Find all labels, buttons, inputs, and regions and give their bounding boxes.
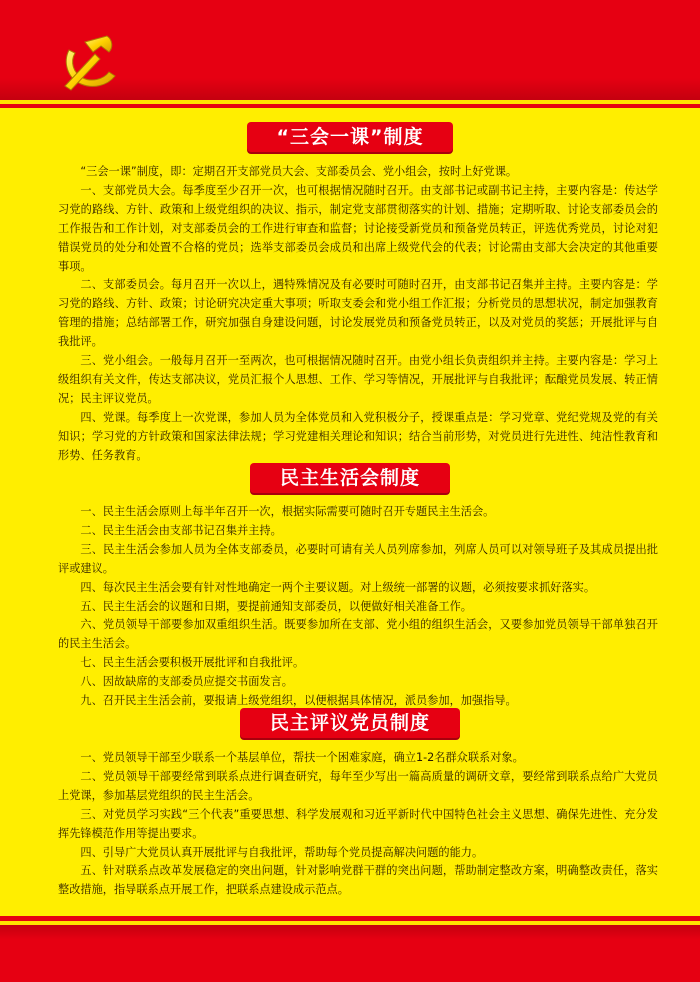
section-title-text: 民主生活会制度 (250, 463, 450, 493)
paragraph: 一、支部党员大会。每季度至少召开一次，也可根据情况随时召开。由支部书记或副书记主持，主要内容是：传达学习党的路线、方针、政策和上级党组织的决议、指示，制定党支部贯彻落实的计划、措施；定期听取、讨论支部委员会的工作报告和工作计划，对支部委员会的工作进行审查和监督；讨论接受新党员和预备党员转正，评选优秀党员，讨论对犯错误党员的处分和处置不合格的党员；选举支部委员会成员和出席上级党代会的代表；讨论需由支部大会决定的其他重要事项。 (58, 183, 658, 273)
paragraph: 九、召开民主生活会前，要报请上级党组织，以便根据具体情况，派员参加，加强指导。 (80, 694, 517, 708)
paragraph: 二、支部委员会。每月召开一次以上，遇特殊情况及有必要时可随时召开，由支部书记召集并主持。主要内容是：学习党的路线、方针、政策；讨论研究决定重大事项；听取支委会和党小组工作汇报；分析党员的思想状况，制定加强教育管理的措施；总结部署工作，研究加强自身建设问题，讨论发展党员和预备党员转正，以及对党员的奖惩；开展批评与自我批评。 (58, 278, 658, 349)
section-body-3 (58, 749, 658, 900)
section-body-2 (58, 503, 658, 711)
paragraph: 八、因故缺席的支部委员应提交书面发言。 (80, 675, 293, 689)
paragraph: “三会一课”制度，即：定期召开支部党员大会、支部委员会、党小组会，按时上好党课。 (80, 165, 518, 178)
top-divider-red (0, 104, 700, 108)
paragraph: 四、党课。每季度上一次党课，参加人员为全体党员和入党积极分子，授课重点是：学习党章、党纪党规及党的有关知识；学习党的方针政策和国家法律法规；学习党建相关理论和知识；结合当前形势，对党员进行先进性、纯洁性教育和形势、任务教育。 (58, 410, 658, 462)
section-body-1 (58, 163, 658, 466)
paragraph: 六、党员领导干部要参加双重组织生活。既要参加所在支部、党小组的组织生活会，又要参加党员领导干部单独召开的民主生活会。 (58, 618, 658, 651)
section-title-text: 民主评议党员制度 (240, 708, 460, 738)
paragraph: 三、民主生活会参加人员为全体支部委员，必要时可请有关人员列席参加，列席人员可以对领导班子及其成员提出批评或建议。 (58, 542, 658, 575)
section-title-2 (0, 463, 700, 493)
section-title-text: “三会一课”制度 (247, 122, 454, 152)
paragraph: 四、每次民主生活会要有针对性地确定一两个主要议题。对上级统一部署的议题，必须按要求抓好落实。 (80, 580, 596, 594)
section-title-1 (0, 122, 700, 152)
paragraph: 四、引导广大党员认真开展批评与自我批评，帮助每个党员提高解决问题的能力。 (80, 845, 484, 859)
paragraph: 二、民主生活会由支部书记召集并主持。 (80, 523, 282, 537)
paragraph: 三、对党员学习实践“三个代表”重要思想、科学发展观和习近平新时代中国特色社会主义思想、确保先进性、充分发挥先锋模范作用等提出要求。 (58, 807, 658, 840)
paragraph: 七、民主生活会要积极开展批评和自我批评。 (80, 656, 305, 670)
paragraph: 一、党员领导干部至少联系一个基层单位，帮扶一个困难家庭，确立1-2名群众联系对象。 (80, 751, 524, 764)
paragraph: 二、党员领导干部要经常到联系点进行调查研究，每年至少写出一篇高质量的调研文章，要经常到联系点给广大党员上党课，参加基层党组织的民主生活会。 (58, 769, 658, 802)
party-emblem-icon (55, 28, 127, 92)
bottom-red-band (0, 925, 700, 982)
section-title-3 (0, 708, 700, 738)
paragraph: 三、党小组会。一般每月召开一至两次，也可根据情况随时召开。由党小组长负责组织并主持。主要内容是：学习上级组织有关文件，传达支部决议，党员汇报个人思想、工作、学习等情况，开展批评与自我批评；酝酿党员发展、转正情况；民主评议党员。 (58, 354, 658, 405)
paragraph: 五、针对联系点改革发展稳定的突出问题，针对影响党群干群的突出问题，帮助制定整改方案，明确整改责任，落实整改措施，指导联系点开展工作，把联系点建设成示范点。 (58, 864, 658, 897)
paragraph: 一、民主生活会原则上每半年召开一次，根据实际需要可随时召开专题民主生活会。 (80, 505, 495, 518)
paragraph: 五、民主生活会的议题和日期，要提前通知支部委员，以便做好相关准备工作。 (80, 599, 472, 613)
